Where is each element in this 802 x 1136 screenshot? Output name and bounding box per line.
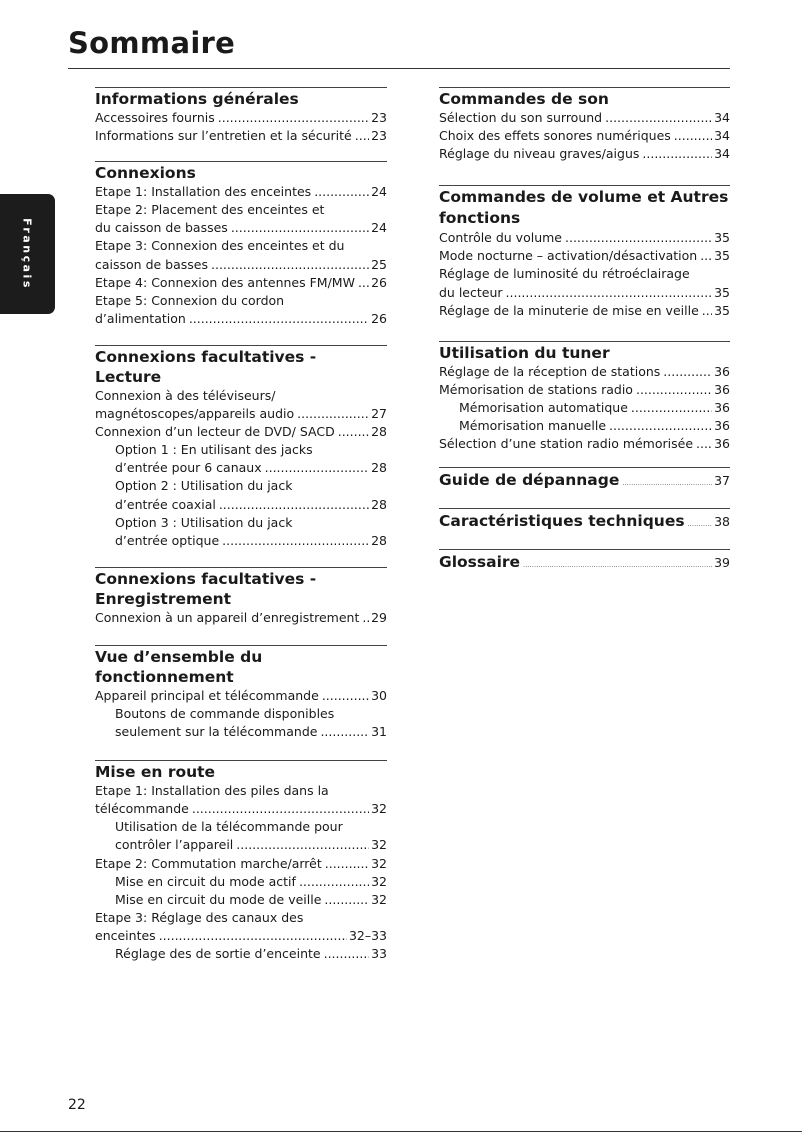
toc-entry: Sélection d’une station radio mémorisée ..... 36 bbox=[439, 435, 730, 453]
toc-entry: Mise en circuit du mode actif ..... 32 bbox=[95, 873, 387, 891]
toc-entry: d’alimentation ..... 26 bbox=[95, 310, 387, 328]
toc-entry: Etape 1: Installation des enceintes ..... 24 bbox=[95, 183, 387, 201]
section-title: Connexions facultatives - Lecture bbox=[95, 347, 317, 386]
language-tab-label: Français bbox=[20, 218, 34, 290]
toc-entry: Mode nocturne – activation/désactivation ..... 35 bbox=[439, 247, 730, 265]
toc-entry: télécommande ..... 32 bbox=[95, 800, 387, 818]
toc-heading-entry bbox=[439, 510, 730, 536]
page-ref: 34 bbox=[714, 110, 730, 125]
toc-entry: Mémorisation automatique ..... 36 bbox=[439, 399, 730, 417]
section-title: Vue d’ensemble du fonctionnement bbox=[95, 647, 263, 686]
toc-entry-lead: Boutons de commande disponibles bbox=[115, 705, 335, 721]
toc-section-operation-overview bbox=[95, 645, 387, 741]
page-ref: 36 bbox=[714, 436, 730, 452]
page-ref: 24 bbox=[371, 220, 387, 236]
toc-entry: magnétoscopes/appareils audio ..... 27 bbox=[95, 405, 387, 423]
section-title: Mise en route bbox=[95, 763, 216, 782]
toc-entry: d’entrée pour 6 canaux ..... 28 bbox=[95, 459, 387, 477]
toc-entry-lead: Option 1 : En utilisant des jacks bbox=[115, 442, 313, 458]
page-ref: 30 bbox=[371, 687, 387, 703]
page-ref: 28 bbox=[371, 532, 387, 548]
page-ref: 32 bbox=[371, 873, 387, 889]
page-ref: 32 bbox=[371, 837, 387, 853]
toc-entry: enceintes ..... 32–33 bbox=[95, 927, 387, 945]
page-ref: 27 bbox=[371, 406, 387, 422]
toc-entry: caisson de basses ..... 25 bbox=[95, 256, 387, 274]
page-ref: 36 bbox=[714, 399, 730, 415]
toc-heading-entry bbox=[439, 551, 730, 577]
toc-entry: d’entrée coaxial ..... 28 bbox=[95, 496, 387, 514]
page-ref: 25 bbox=[371, 256, 387, 272]
page-ref: 33 bbox=[371, 946, 387, 961]
toc-section-getting-started bbox=[95, 760, 387, 963]
page-ref: 26 bbox=[371, 274, 387, 290]
toc-entry: contrôler l’appareil ..... 32 bbox=[95, 836, 387, 854]
toc-entry: Réglage des de sortie d’enceinte ..... 33 bbox=[95, 945, 387, 963]
page-ref: 34 bbox=[714, 146, 730, 162]
toc-entry: Sélection du son surround ..... 34 bbox=[439, 109, 730, 127]
page-number: 22 bbox=[68, 1097, 86, 1113]
toc-entry: Connexion d’un lecteur de DVD/ SACD ..... 28 bbox=[95, 423, 387, 441]
toc-entry: Réglage du niveau graves/aigus ..... 34 bbox=[439, 145, 730, 163]
toc-section-specifications bbox=[439, 508, 730, 536]
toc-entry: Etape 4: Connexion des antennes FM/MW ..... 26 bbox=[95, 274, 387, 292]
toc-left-column bbox=[95, 87, 387, 963]
toc-entry: du lecteur ..... 35 bbox=[439, 284, 730, 302]
page-ref: 35 bbox=[714, 284, 730, 300]
toc-entry: Mise en circuit du mode de veille ..... 32 bbox=[95, 891, 387, 909]
toc-section-tuner bbox=[439, 341, 730, 453]
toc-entry: Etape 2: Commutation marche/arrêt ..... 32 bbox=[95, 855, 387, 873]
page-ref: 28 bbox=[371, 424, 387, 440]
page-ref: 24 bbox=[371, 184, 387, 200]
toc-entry: Réglage de la réception de stations ..... 36 bbox=[439, 363, 730, 381]
page-ref: 28 bbox=[371, 496, 387, 512]
toc-heading-entry bbox=[439, 469, 730, 495]
page-ref: 36 bbox=[714, 363, 730, 379]
toc-entry: du caisson de basses ..... 24 bbox=[95, 219, 387, 237]
page-ref: 26 bbox=[371, 310, 387, 326]
toc-entry: seulement sur la télécommande ..... 31 bbox=[95, 723, 387, 741]
page-ref: 28 bbox=[371, 460, 387, 476]
section-title: Commandes de volume et Autres fonctions bbox=[439, 188, 729, 228]
page-ref: 39 bbox=[714, 555, 730, 571]
toc-section-sound-controls bbox=[439, 87, 730, 163]
toc-section-glossary bbox=[439, 549, 730, 577]
page-ref: 31 bbox=[371, 724, 387, 740]
page-ref: 36 bbox=[714, 418, 730, 434]
toc-entry: Choix des effets sonores numériques ..... 34 bbox=[439, 127, 730, 145]
page-ref: 34 bbox=[714, 128, 730, 144]
page-ref: 35 bbox=[714, 302, 730, 318]
toc-entry-lead: Option 3 : Utilisation du jack bbox=[115, 514, 293, 530]
section-title: Commandes de son bbox=[439, 90, 609, 108]
page-ref: 37 bbox=[714, 473, 730, 489]
page-ref: 32 bbox=[371, 855, 387, 871]
toc-entry: Informations sur l’entretien et la sécurité ..... 23 bbox=[95, 127, 387, 145]
toc-section-troubleshooting bbox=[439, 467, 730, 495]
page-ref: 32 bbox=[371, 891, 387, 907]
page-ref: 23 bbox=[371, 128, 387, 144]
toc-entry-lead: Etape 1: Installation des piles dans la bbox=[95, 783, 329, 799]
toc-section-optional-recording bbox=[95, 567, 387, 627]
page-ref: 35 bbox=[714, 230, 730, 246]
toc-entry-lead: Etape 3: Réglage des canaux des bbox=[95, 909, 304, 925]
toc-section-connexions bbox=[95, 161, 387, 328]
title-divider bbox=[68, 68, 730, 69]
toc-right-column bbox=[439, 87, 730, 577]
toc-entry-lead: Réglage de luminosité du rétroéclairage bbox=[439, 266, 690, 282]
section-title: Connexions facultatives - Enregistrement bbox=[95, 569, 317, 608]
section-title: Informations générales bbox=[95, 90, 299, 108]
toc-section-general bbox=[95, 87, 387, 145]
language-tab bbox=[0, 194, 55, 314]
page-ref: 32–33 bbox=[348, 927, 387, 943]
page-title: Sommaire bbox=[68, 26, 236, 60]
toc-entry: Réglage de la minuterie de mise en veille ..... 35 bbox=[439, 302, 730, 320]
page-ref: 23 bbox=[371, 110, 387, 125]
section-title: Guide de dépannage bbox=[439, 471, 620, 490]
page-ref: 36 bbox=[714, 381, 730, 397]
toc-entry-lead: Option 2 : Utilisation du jack bbox=[115, 478, 293, 494]
page-ref: 38 bbox=[714, 514, 730, 530]
toc-entry-lead: Etape 5: Connexion du cordon bbox=[95, 292, 285, 308]
toc-entry-lead: Etape 3: Connexion des enceintes et du bbox=[95, 238, 345, 254]
section-title: Glossaire bbox=[439, 553, 521, 572]
toc-section-volume-other bbox=[439, 185, 730, 319]
section-title: Caractéristiques techniques bbox=[439, 512, 685, 531]
page-ref: 35 bbox=[714, 248, 730, 264]
toc-section-optional-playback bbox=[95, 345, 387, 550]
toc-entry-lead: Utilisation de la télécommande pour bbox=[115, 819, 343, 835]
page-ref: 32 bbox=[371, 801, 387, 817]
toc-entry: Appareil principal et télécommande ..... 30 bbox=[95, 687, 387, 705]
toc-entry: d’entrée optique ..... 28 bbox=[95, 532, 387, 550]
section-title: Utilisation du tuner bbox=[439, 343, 610, 362]
section-title: Connexions bbox=[95, 164, 196, 183]
page-ref: 29 bbox=[371, 609, 387, 625]
toc-entry: Mémorisation manuelle ..... 36 bbox=[439, 417, 730, 435]
toc-entry-lead: Connexion à des téléviseurs/ bbox=[95, 387, 276, 403]
toc-entry: Connexion à un appareil d’enregistrement ..... 29 bbox=[95, 609, 387, 627]
toc-entry: Contrôle du volume ..... 35 bbox=[439, 229, 730, 247]
toc-entry: Mémorisation de stations radio ..... 36 bbox=[439, 381, 730, 399]
toc-entry: Accessoires fournis ..... 23 bbox=[95, 109, 387, 127]
bottom-divider bbox=[0, 1131, 802, 1132]
toc-entry-lead: Etape 2: Placement des enceintes et bbox=[95, 202, 325, 218]
